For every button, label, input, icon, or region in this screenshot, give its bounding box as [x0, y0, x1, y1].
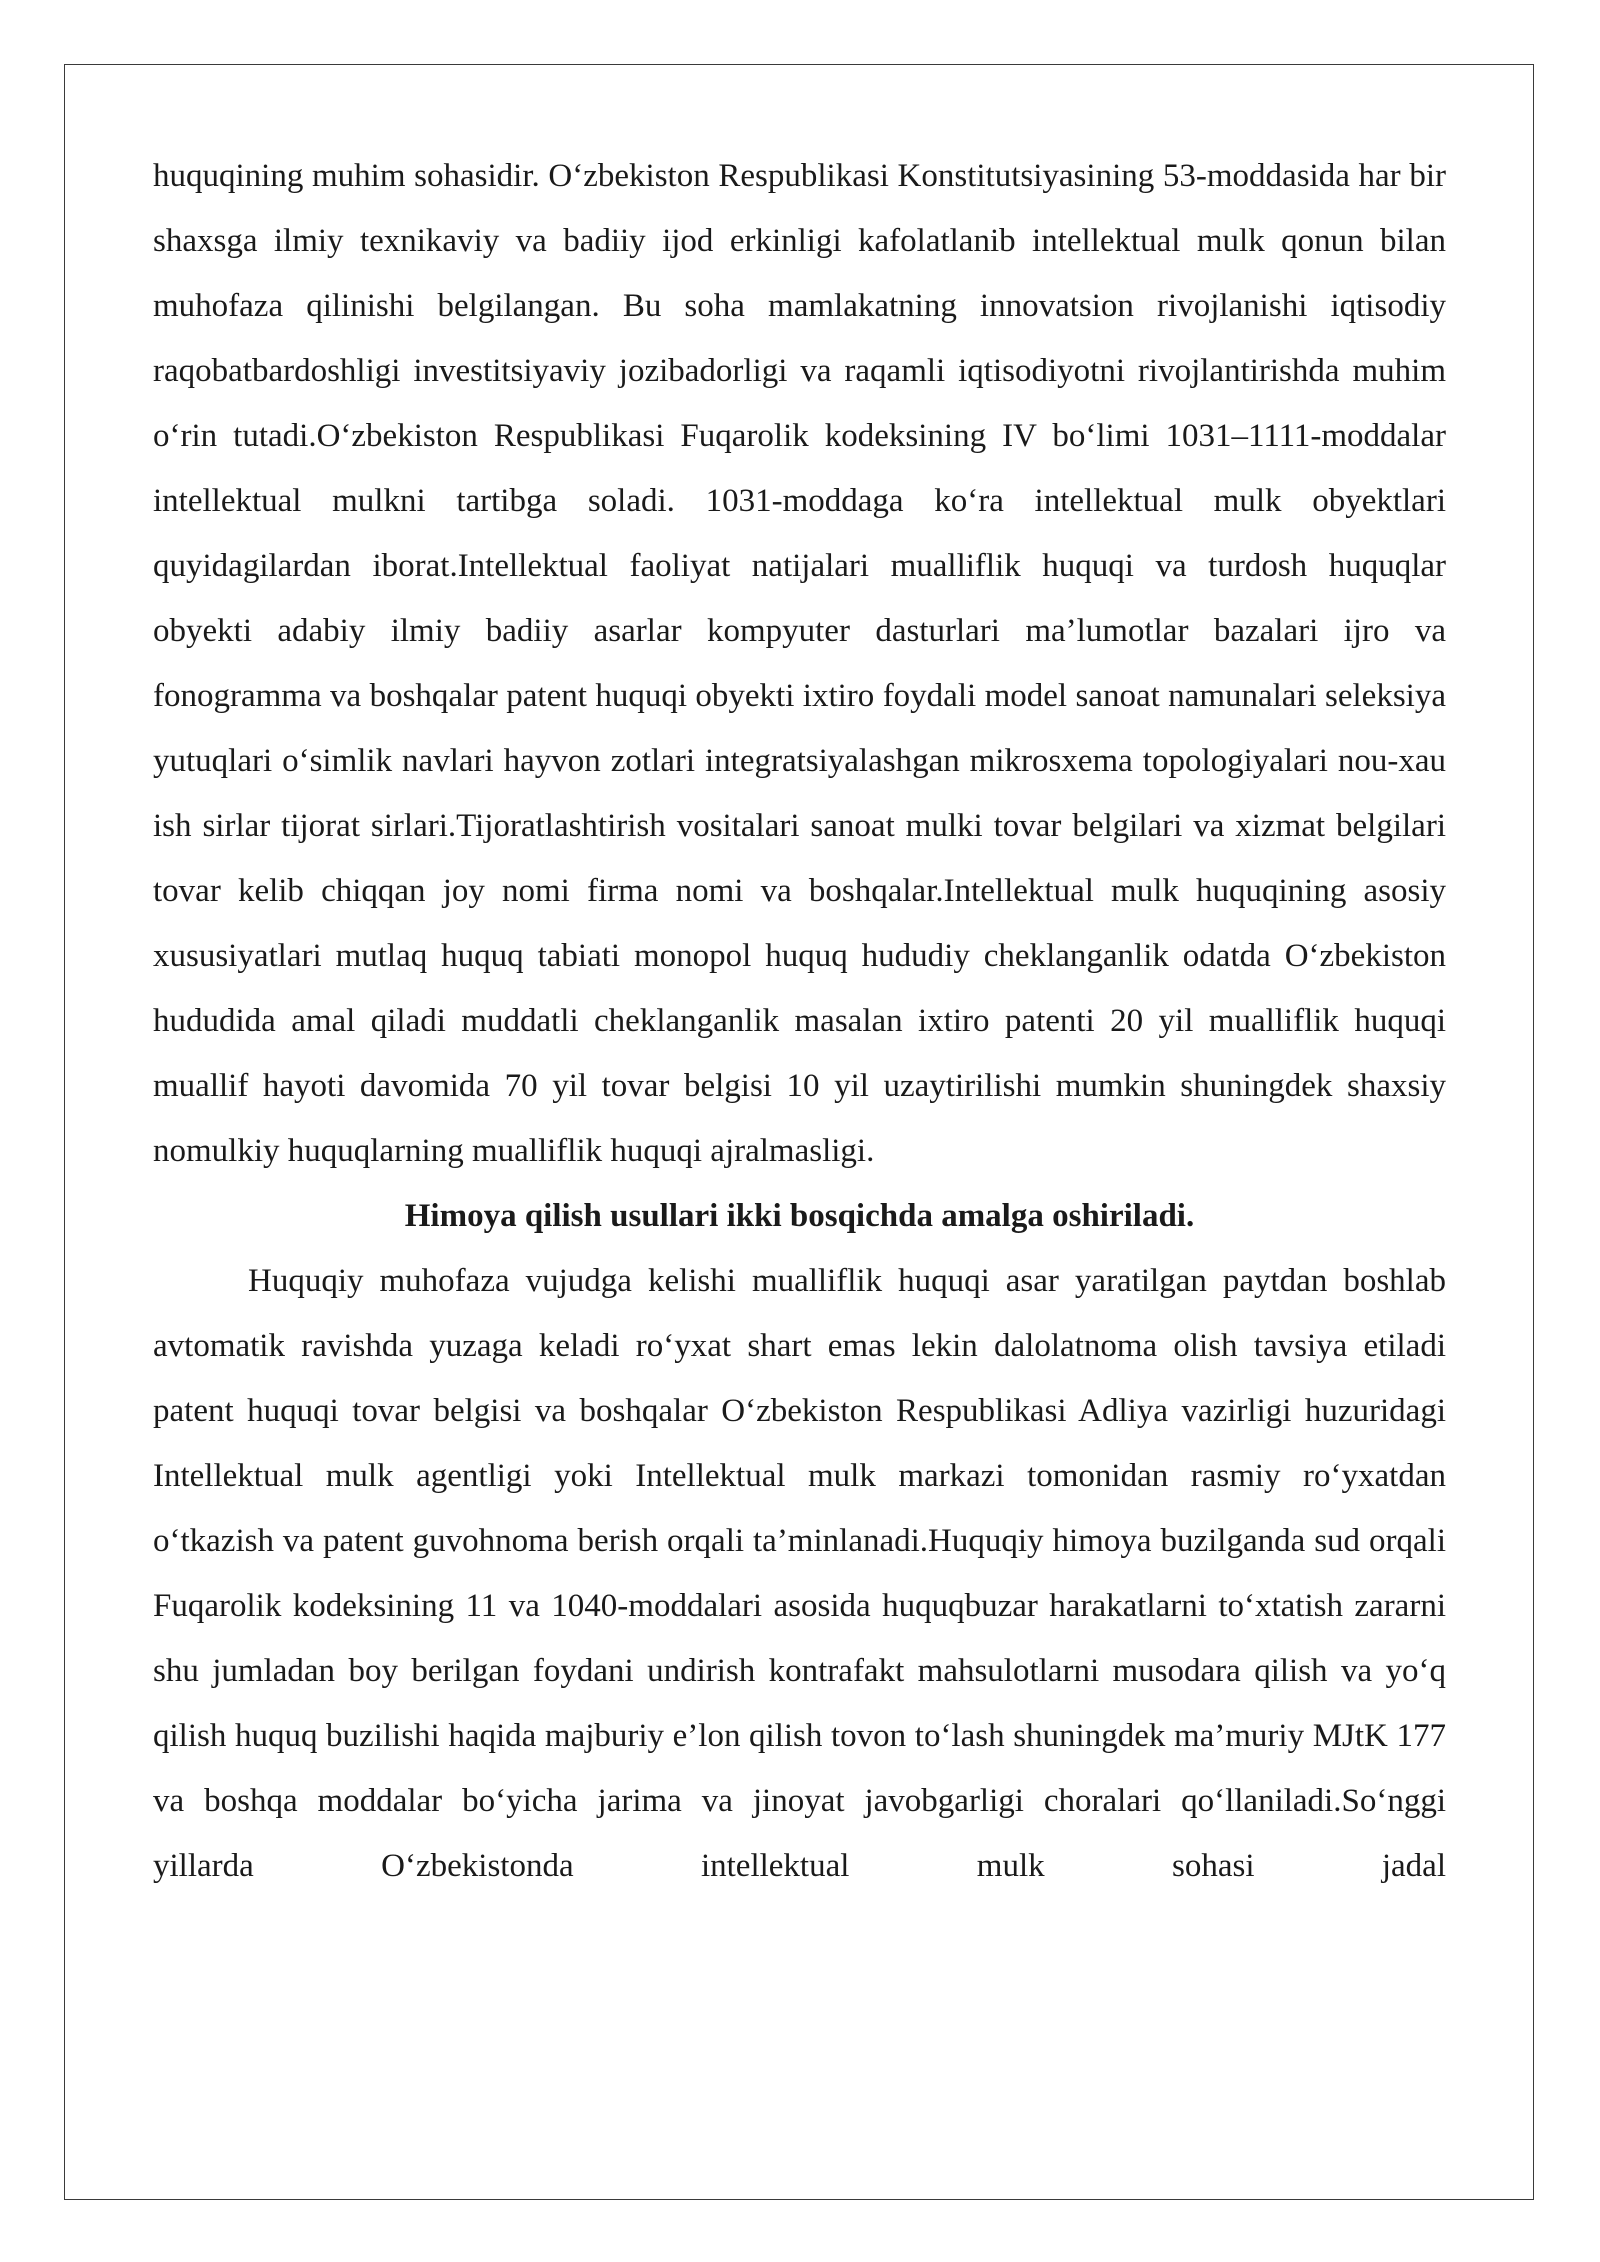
document-body	[153, 144, 1446, 1899]
body-paragraph: Huquqiy muhofaza vujudga kelishi mualliflik huquqi asar yaratilgan paytdan boshlab avtomatik ravishda yuzaga keladi ro‘yxat shart emas lekin dalolatnoma olish tavsiya etiladi patent huquqi tovar belgisi va boshqalar O‘zbekiston Respublikasi Adliya vazirligi huzuridagi Intellektual mulk agentligi yoki Intellektual mulk markazi tomonidan rasmiy ro‘yxatdan o‘tkazish va patent guvohnoma berish orqali ta’minlanadi.Huquqiy himoya buzilganda sud orqali Fuqarolik kodeksining 11 va 1040-moddalari asosida huquqbuzar harakatlarni to‘xtatish zararni shu jumladan boy berilgan foydani undirish kontrafakt mahsulotlarni musodara qilish va yo‘q qilish huquq buzilishi haqida majburiy e’lon qilish tovon to‘lash shuningdek ma’muriy MJtK 177 va boshqa moddalar bo‘yicha jarima va jinoyat javobgarligi choralari qo‘llaniladi.So‘nggi yillarda O‘zbekistonda intellektual mulk sohasi jadal	[153, 1263, 1446, 1884]
section-heading: Himoya qilish usullari ikki bosqichda amalga oshiriladi.	[404, 1198, 1195, 1234]
body-paragraph: huquqining muhim sohasidir. O‘zbekiston Respublikasi Konstitutsiyasining 53-moddasida har bir shaxsga ilmiy texnikaviy va badiiy ijod erkinligi kafolatlanib intellektual mulk qonun bilan muhofaza qilinishi belgilangan. Bu soha mamlakatning innovatsion rivojlanishi iqtisodiy raqobatbardoshligi investitsiyaviy jozibadorligi va raqamli iqtisodiyotni rivojlantirishda muhim o‘rin tutadi.O‘zbekiston Respublikasi Fuqarolik kodeksining IV bo‘limi 1031–1111-moddalar intellektual mulkni tartibga soladi. 1031-moddaga ko‘ra intellektual mulk obyektlari quyidagilardan iborat.Intellektual faoliyat natijalari mualliflik huquqi va turdosh huquqlar obyekti adabiy ilmiy badiiy asarlar kompyuter dasturlari ma’lumotlar bazalari ijro va fonogramma va boshqalar patent huquqi obyekti ixtiro foydali model sanoat namunalari seleksiya yutuqlari o‘simlik navlari hayvon zotlari integratsiyalashgan mikrosxema topologiyalari nou-xau ish sirlar tijorat sirlari.Tijoratlashtirish vositalari sanoat mulki tovar belgilari va xizmat belgilari tovar kelib chiqqan joy nomi firma nomi va boshqalar.Intellektual mulk huquqining asosiy xususiyatlari mutlaq huquq tabiati monopol huquq hududiy cheklanganlik odatda O‘zbekiston hududida amal qiladi muddatli cheklanganlik masalan ixtiro patenti 20 yil mualliflik huquqi muallif hayoti davomida 70 yil tovar belgisi 10 yil uzaytirilishi mumkin shuningdek shaxsiy nomulkiy huquqlarning mualliflik huquqi ajralmasligi.	[153, 158, 1446, 1169]
